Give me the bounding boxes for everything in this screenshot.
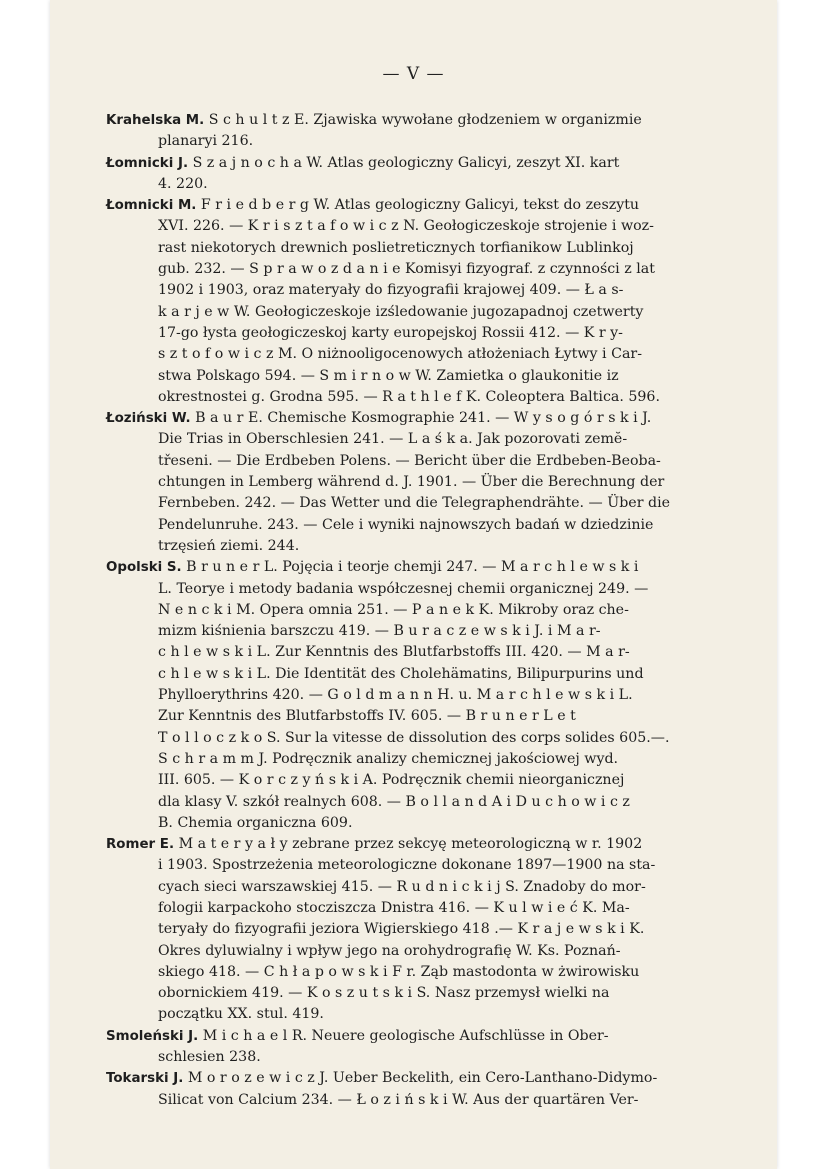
entry-line: třeseni. — Die Erdbeben Polens. — Bericht über die Erdbeben-Beoba- — [158, 452, 661, 469]
entry-author: Tokarski J. — [106, 1071, 184, 1087]
entry-text: M i c h a e l R. Neuere geologische Aufschlüsse in Ober- — [202, 1027, 609, 1044]
entry-line: Fernbeben. 242. — Das Wetter und die Telegraphendrähte. — Über die — [158, 495, 671, 512]
entry-line: dla klasy V. szkół realnych 608. — B o l l a n d A i D u c h o w i c z — [158, 793, 630, 810]
entry-line: gub. 232. — S p r a w o z d a n i e Komisyi fizyograf. z czynności z lat — [158, 261, 655, 278]
entry-line: XVI. 226. — K r i s z t a f o w i c z N. Geołogiczeskoje strojenie i woz- — [158, 218, 654, 235]
entry-line: obornickiem 419. — K o s z u t s k i S. Nasz przemysł wielki na — [158, 985, 610, 1002]
entry-author: Łomnicki M. — [106, 198, 197, 214]
entry-author: Łomnicki J. — [106, 155, 189, 171]
entry-line: 1902 i 1903, oraz materyały do fizyografii krajowej 409. — Ł a s- — [158, 282, 624, 299]
entry-line: chtungen in Lemberg während d. J. 1901. — Über die Berechnung der — [158, 474, 665, 491]
entry-line — [106, 408, 761, 429]
index-entry — [106, 1026, 761, 1069]
index-entry — [106, 1068, 761, 1111]
entry-author: Romer E. — [106, 837, 175, 853]
entry-text: M a t e r y a ł y zebrane przez sekcyę meteorologiczną w r. 1902 — [178, 836, 643, 853]
entry-line: fologii karpackoho stocziszcza Dnistra 416. — K u l w i e ć K. Ma- — [158, 899, 630, 916]
entry-line: III. 605. — K o r c z y ń s k i A. Podręcznik chemii nieorganicznej — [158, 772, 625, 789]
entry-author: Opolski S. — [106, 560, 182, 576]
entry-line: s z t o f o w i c z M. O niżnooligocenowych atłożeniach Łytwy i Car- — [158, 346, 642, 363]
index-entry — [106, 834, 761, 1026]
entry-text: F r i e d b e r g W. Atlas geologiczny Galicyi, tekst do zeszytu — [200, 197, 640, 214]
entry-line — [106, 153, 761, 174]
entry-line: początku XX. stul. 419. — [158, 1006, 324, 1023]
entry-line: Die Trias in Oberschlesien 241. — L a ś k a. Jak pozorovati zemĕ- — [158, 431, 628, 448]
entry-line: rast niekotorych drewnich poslietreticznych torfianikow Lublinkoj — [158, 239, 634, 256]
entry-line: S c h r a m m J. Podręcznik analizy chemicznej jakościowej wyd. — [158, 750, 619, 767]
entry-line — [106, 195, 761, 216]
entry-line — [106, 834, 761, 855]
entry-line: i 1903. Spostrzeżenia meteorologiczne dokonane 1897—1900 na sta- — [158, 857, 656, 874]
entry-line: T o l l o c z k o S. Sur la vitesse de dissolution des corps solides 605.—. — [158, 729, 670, 746]
index-entry — [106, 195, 761, 408]
entry-text: M o r o z e w i c z J. Ueber Beckelith, ein Cero-Lanthano-Didymo- — [187, 1070, 658, 1087]
entry-line: L. Teorye i metody badania współczesnej chemii organicznej 249. — — [158, 580, 649, 597]
entry-text: B a u r E. Chemische Kosmographie 241. — W y s o g ó r s k i J. — [195, 410, 652, 427]
entry-line: 4. 220. — [158, 175, 208, 192]
entry-line: okrestnostei g. Grodna 595. — R a t h l e f K. Coleoptera Baltica. 596. — [158, 388, 660, 405]
entry-line: cyach sieci warszawskiej 415. — R u d n i c k i j S. Znadoby do mor- — [158, 878, 646, 895]
entry-line: Pendelunruhe. 243. — Cele i wyniki najnowszych badań w dziedzinie — [158, 516, 654, 533]
index-entries — [106, 110, 761, 1111]
page-number: — V — — [382, 64, 445, 84]
entry-line: Silicat von Calcium 234. — Ł o z i ń s k i W. Aus der quartären Ver- — [158, 1091, 639, 1108]
entry-line: stwa Polskago 594. — S m i r n o w W. Zamietka o glaukonitie iz — [158, 367, 619, 384]
entry-line: skiego 418. — C h ł a p o w s k i F r. Ząb mastodonta w żwirowisku — [158, 963, 640, 980]
index-entry — [106, 408, 761, 557]
index-entry — [106, 557, 761, 834]
index-entry — [106, 110, 761, 153]
entry-author: Łoziński W. — [106, 411, 191, 427]
entry-line: 17-go łysta geołogiczeskoj karty europejskoj Rossii 412. — K r y- — [158, 324, 623, 341]
entry-line: planaryi 216. — [158, 133, 254, 150]
entry-line — [106, 110, 761, 131]
entry-line: B. Chemia organiczna 609. — [158, 814, 353, 831]
entry-line: N e n c k i M. Opera omnia 251. — P a n e k K. Mikroby oraz che- — [158, 601, 629, 618]
entry-line: c h l e w s k i L. Die Identität des Cholehämatins, Bilipurpurins und — [158, 665, 644, 682]
entry-line — [106, 557, 761, 578]
entry-text: B r u n e r L. Pojęcia i teorje chemji 247. — M a r c h l e w s k i — [186, 559, 639, 576]
entry-author: Smoleński J. — [106, 1028, 199, 1044]
entry-line: k a r j e w W. Geołogiczeskoje izśledowanie jugozapadnoj czetwerty — [158, 303, 644, 320]
entry-line: Okres dyluwialny i wpływ jego na orohydrografię W. Ks. Poznań- — [158, 942, 621, 959]
entry-line: Zur Kenntnis des Blutfarbstoffs IV. 605. — B r u n e r L e t — [158, 708, 576, 725]
entry-line: mizm kiśnienia barszczu 419. — B u r a c z e w s k i J. i M a r- — [158, 623, 601, 640]
entry-line: Phylloerythrins 420. — G o l d m a n n H. u. M a r c h l e w s k i L. — [158, 687, 633, 704]
entry-line — [106, 1068, 761, 1089]
entry-line: trzęsień ziemi. 244. — [158, 537, 300, 554]
document-page — [50, 0, 777, 1169]
entry-line: schlesien 238. — [158, 1049, 261, 1066]
entry-text: S z a j n o c h a W. Atlas geologiczny Galicyi, zeszyt XI. kart — [192, 154, 620, 171]
entry-line — [106, 1026, 761, 1047]
entry-line: c h l e w s k i L. Zur Kenntnis des Blutfarbstoffs III. 420. — M a r- — [158, 644, 630, 661]
entry-author: Krahelska M. — [106, 113, 205, 128]
index-entry — [106, 153, 761, 196]
entry-text: S c h u l t z E. Zjawiska wywołane głodzeniem w organizmie — [208, 112, 642, 128]
entry-line: teryały do fizyografii jeziora Wigierskiego 418 .— K r a j e w s k i K. — [158, 921, 645, 938]
